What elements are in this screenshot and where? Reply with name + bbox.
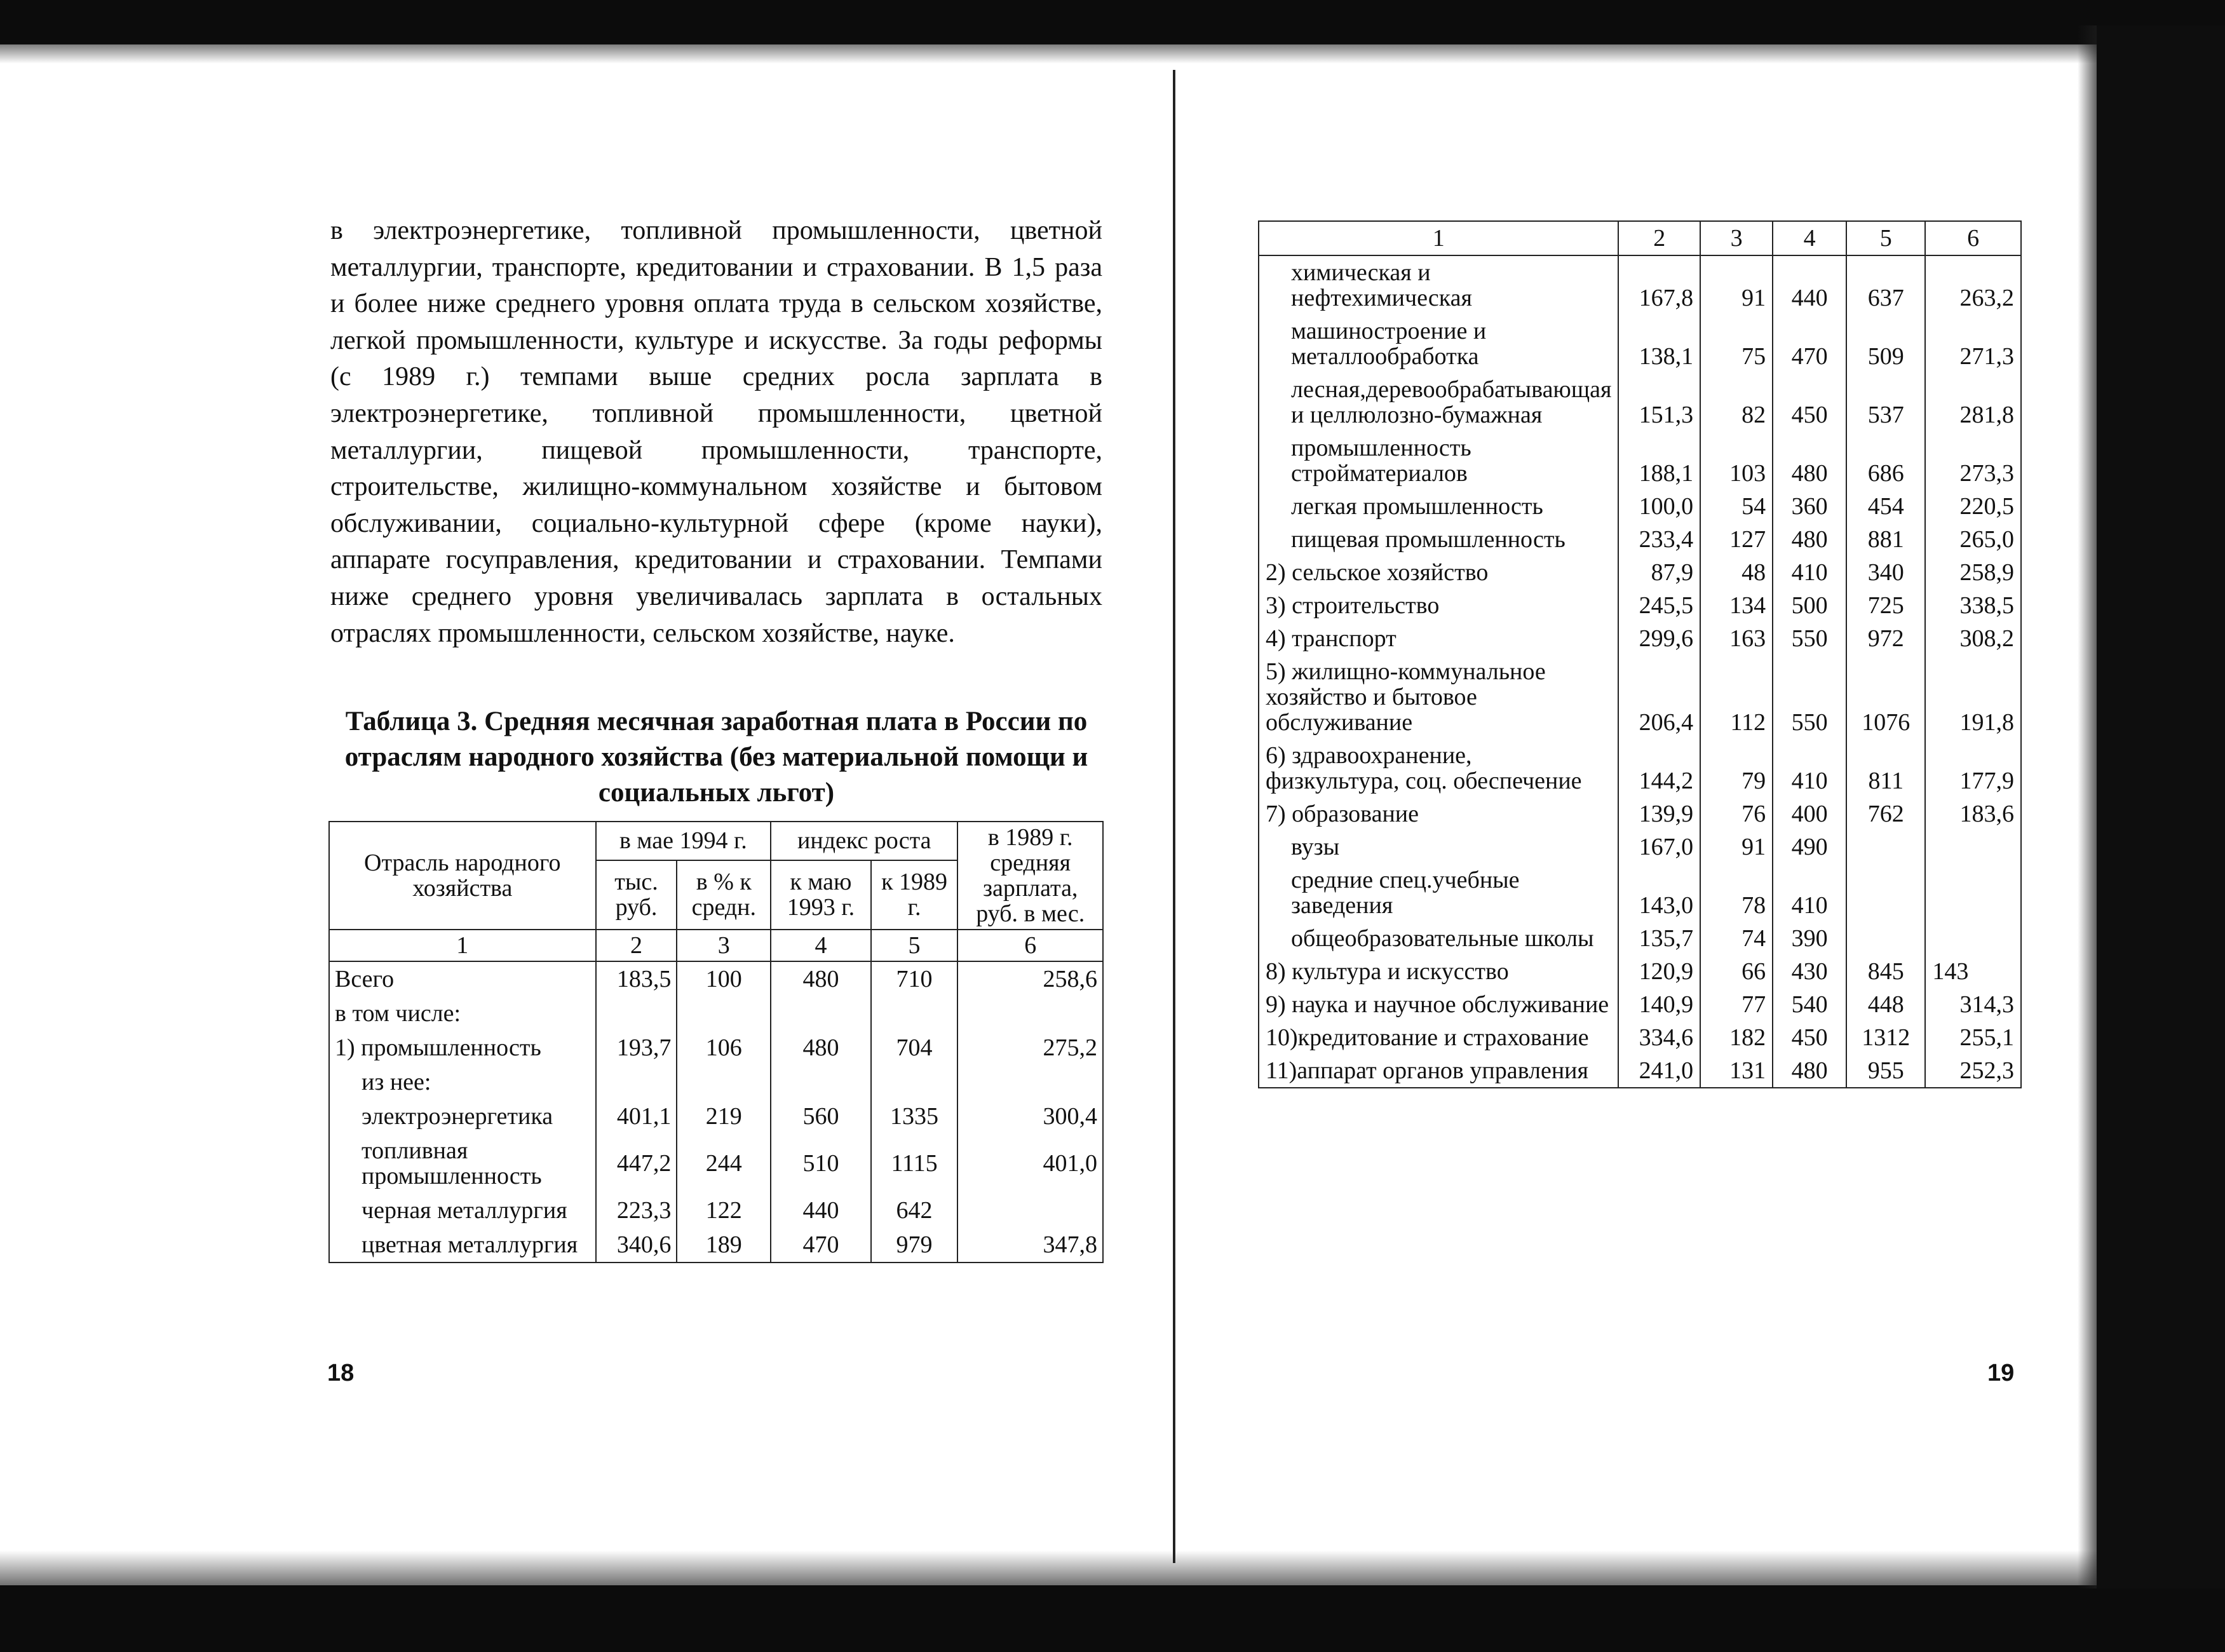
header-1989-wage: в 1989 г. средняя зарплата, руб. в мес. xyxy=(957,822,1103,930)
cell-to-1989: 686 xyxy=(1846,431,1925,490)
cell-to-may-1993: 480 xyxy=(771,1031,871,1065)
cell-thousand-rub: 193,7 xyxy=(596,1031,677,1065)
row-label: электроэнергетика xyxy=(329,1099,596,1134)
cell-to-1989 xyxy=(871,996,958,1031)
cell-pct-avg: 75 xyxy=(1700,315,1773,373)
cell-to-may-1993: 440 xyxy=(1773,255,1846,315)
cell-pct-avg: 91 xyxy=(1700,255,1773,315)
table-row xyxy=(1259,988,2021,1021)
table-caption: Таблица 3. Средняя месячная заработная плата в России по отраслям народного хозяйства (без материальной помощи и социальных льгот) xyxy=(344,707,1088,808)
scan-top-shadow xyxy=(0,44,2225,64)
cell-to-may-1993: 560 xyxy=(771,1099,871,1134)
cell-thousand-rub: 340,6 xyxy=(596,1228,677,1263)
column-number: 3 xyxy=(1700,221,1773,255)
cell-pct-avg: 219 xyxy=(677,1099,771,1134)
cell-to-may-1993: 400 xyxy=(1773,797,1846,830)
cell-pct-avg: 74 xyxy=(1700,922,1773,955)
cell-to-may-1993: 540 xyxy=(1773,988,1846,1021)
cell-1989-wage: 263,2 xyxy=(1925,255,2021,315)
cell-1989-wage: 281,8 xyxy=(1925,373,2021,431)
column-number: 6 xyxy=(1925,221,2021,255)
header-may-1994: в мае 1994 г. xyxy=(596,822,771,860)
row-label: лесная,деревообрабатывающая и целлюлозно-бумажная xyxy=(1259,373,1618,431)
cell-pct-avg xyxy=(677,996,771,1031)
cell-pct-avg: 91 xyxy=(1700,830,1773,863)
cell-pct-avg: 77 xyxy=(1700,988,1773,1021)
table-row xyxy=(1259,830,2021,863)
header-to-may-1993: к маю 1993 г. xyxy=(771,860,871,930)
cell-1989-wage: 255,1 xyxy=(1925,1021,2021,1054)
row-label: 1) промышленность xyxy=(329,1031,596,1065)
cell-to-may-1993: 480 xyxy=(1773,1054,1846,1088)
table-row xyxy=(1259,556,2021,589)
cell-1989-wage: 220,5 xyxy=(1925,490,2021,523)
cell-to-1989: 509 xyxy=(1846,315,1925,373)
cell-to-may-1993: 470 xyxy=(771,1228,871,1263)
cell-pct-avg: 79 xyxy=(1700,739,1773,797)
row-label: Всего xyxy=(329,961,596,996)
table-row xyxy=(1259,955,2021,988)
row-label: топливная промышленность xyxy=(329,1134,596,1193)
table-row xyxy=(1259,1021,2021,1054)
cell-1989-wage: 258,6 xyxy=(957,961,1103,996)
cell-to-may-1993 xyxy=(771,1065,871,1099)
cell-pct-avg: 66 xyxy=(1700,955,1773,988)
cell-thousand-rub: 245,5 xyxy=(1618,589,1700,622)
row-label: машиностроение и металлообработка xyxy=(1259,315,1618,373)
body-paragraph: в электроэнергетике, топливной промышленности, цветной металлургии, транспорте, кредитовании и страховании. В 1,5 раза и более ниже среднего уровня оплата труда в сельском хозяйстве, легкой промышленности, культуре и искусстве. За годы реформы (с 1989 г.) темпами выше средних росла зарплата в электроэнергетике, топливной промышленности, цветной металлургии, пищевой промышленности, транспорте, строительстве, жилищно-коммунальном хозяйстве и бытовом обслуживании, социально-культурной сфере (кроме науки), аппарате госуправления, кредитовании и страховании. Темпами ниже среднего уровня увеличивалась зарплата в остальных отраслях промышленности, сельском хозяйстве, науке. xyxy=(330,216,1102,648)
table-row xyxy=(1259,431,2021,490)
cell-pct-avg xyxy=(677,1065,771,1099)
cell-to-1989: 845 xyxy=(1846,955,1925,988)
cell-pct-avg: 76 xyxy=(1700,797,1773,830)
cell-1989-wage: 314,3 xyxy=(1925,988,2021,1021)
table-row xyxy=(329,996,1103,1031)
cell-1989-wage: 258,9 xyxy=(1925,556,2021,589)
cell-to-may-1993: 480 xyxy=(1773,431,1846,490)
row-label: 7) образование xyxy=(1259,797,1618,830)
row-label: 5) жилищно-коммунальное хозяйство и бытовое обслуживание xyxy=(1259,655,1618,739)
column-number: 1 xyxy=(1259,221,1618,255)
scan-top-border xyxy=(0,0,2225,44)
cell-1989-wage xyxy=(957,1065,1103,1099)
cell-pct-avg: 106 xyxy=(677,1031,771,1065)
cell-1989-wage: 347,8 xyxy=(957,1228,1103,1263)
table-row xyxy=(1259,255,2021,315)
cell-to-may-1993: 550 xyxy=(1773,622,1846,655)
table-row xyxy=(329,1193,1103,1228)
cell-pct-avg: 163 xyxy=(1700,622,1773,655)
cell-thousand-rub: 188,1 xyxy=(1618,431,1700,490)
table-row xyxy=(1259,373,2021,431)
row-label: химическая и нефтехимическая xyxy=(1259,255,1618,315)
page-number-right: 19 xyxy=(1987,1360,2015,1386)
header-growth-index: индекс роста xyxy=(771,822,957,860)
cell-to-1989: 811 xyxy=(1846,739,1925,797)
table-row xyxy=(1259,523,2021,556)
column-number: 5 xyxy=(871,930,958,961)
cell-thousand-rub: 135,7 xyxy=(1618,922,1700,955)
cell-thousand-rub: 206,4 xyxy=(1618,655,1700,739)
cell-1989-wage: 265,0 xyxy=(1925,523,2021,556)
book-spine xyxy=(1173,70,1175,1563)
cell-pct-avg: 54 xyxy=(1700,490,1773,523)
column-number-row xyxy=(1259,221,2021,255)
cell-pct-avg: 78 xyxy=(1700,863,1773,922)
cell-pct-avg: 82 xyxy=(1700,373,1773,431)
cell-1989-wage: 271,3 xyxy=(1925,315,2021,373)
cell-thousand-rub: 139,9 xyxy=(1618,797,1700,830)
cell-to-1989 xyxy=(871,1065,958,1099)
cell-to-may-1993: 430 xyxy=(1773,955,1846,988)
cell-pct-avg: 100 xyxy=(677,961,771,996)
cell-thousand-rub: 334,6 xyxy=(1618,1021,1700,1054)
cell-thousand-rub: 167,8 xyxy=(1618,255,1700,315)
table-row xyxy=(1259,589,2021,622)
table-row xyxy=(329,1031,1103,1065)
cell-to-1989: 972 xyxy=(1846,622,1925,655)
column-number: 6 xyxy=(957,930,1103,961)
cell-to-may-1993: 450 xyxy=(1773,1021,1846,1054)
cell-to-1989 xyxy=(1846,830,1925,863)
cell-to-may-1993: 410 xyxy=(1773,556,1846,589)
table-row xyxy=(1259,655,2021,739)
scan-right-shadow xyxy=(2078,25,2097,1588)
cell-to-may-1993: 470 xyxy=(1773,315,1846,373)
row-label: 8) культура и искусство xyxy=(1259,955,1618,988)
cell-to-may-1993: 510 xyxy=(771,1134,871,1193)
row-label: 2) сельское хозяйство xyxy=(1259,556,1618,589)
cell-pct-avg: 112 xyxy=(1700,655,1773,739)
cell-to-1989: 955 xyxy=(1846,1054,1925,1088)
cell-pct-avg: 131 xyxy=(1700,1054,1773,1088)
cell-to-1989: 642 xyxy=(871,1193,958,1228)
cell-to-may-1993: 490 xyxy=(1773,830,1846,863)
cell-thousand-rub: 299,6 xyxy=(1618,622,1700,655)
table-row xyxy=(329,1099,1103,1134)
header-thousand-rub: тыс. руб. xyxy=(596,860,677,930)
cell-thousand-rub: 151,3 xyxy=(1618,373,1700,431)
cell-to-may-1993: 360 xyxy=(1773,490,1846,523)
row-label: общеобразовательные школы xyxy=(1259,922,1618,955)
cell-thousand-rub: 100,0 xyxy=(1618,490,1700,523)
cell-thousand-rub: 140,9 xyxy=(1618,988,1700,1021)
cell-thousand-rub: 401,1 xyxy=(596,1099,677,1134)
cell-to-1989: 537 xyxy=(1846,373,1925,431)
table-row xyxy=(329,1228,1103,1263)
cell-to-1989: 710 xyxy=(871,961,958,996)
cell-to-1989: 762 xyxy=(1846,797,1925,830)
cell-1989-wage: 273,3 xyxy=(1925,431,2021,490)
header-pct-avg: в % к средн. xyxy=(677,860,771,930)
cell-to-1989: 1312 xyxy=(1846,1021,1925,1054)
table-row xyxy=(1259,622,2021,655)
cell-thousand-rub xyxy=(596,996,677,1031)
cell-thousand-rub: 183,5 xyxy=(596,961,677,996)
table-header-row xyxy=(329,822,1103,860)
row-label: пищевая промышленность xyxy=(1259,523,1618,556)
cell-to-1989: 340 xyxy=(1846,556,1925,589)
page-number-left: 18 xyxy=(327,1360,355,1386)
table-row xyxy=(1259,739,2021,797)
table-row xyxy=(1259,797,2021,830)
cell-to-1989: 725 xyxy=(1846,589,1925,622)
cell-to-may-1993 xyxy=(771,996,871,1031)
cell-to-1989: 881 xyxy=(1846,523,1925,556)
row-label: цветная металлургия xyxy=(329,1228,596,1263)
row-label: 4) транспорт xyxy=(1259,622,1618,655)
cell-thousand-rub: 144,2 xyxy=(1618,739,1700,797)
cell-to-may-1993: 440 xyxy=(771,1193,871,1228)
cell-to-may-1993: 480 xyxy=(1773,523,1846,556)
cell-to-may-1993: 450 xyxy=(1773,373,1846,431)
cell-1989-wage: 177,9 xyxy=(1925,739,2021,797)
cell-pct-avg: 122 xyxy=(677,1193,771,1228)
wage-table-part2 xyxy=(1258,220,2022,1088)
cell-thousand-rub: 138,1 xyxy=(1618,315,1700,373)
column-number: 4 xyxy=(771,930,871,961)
cell-pct-avg: 189 xyxy=(677,1228,771,1263)
row-label: 10)кредитование и страхование xyxy=(1259,1021,1618,1054)
cell-pct-avg: 103 xyxy=(1700,431,1773,490)
cell-to-may-1993: 390 xyxy=(1773,922,1846,955)
row-label: черная металлургия xyxy=(329,1193,596,1228)
table-row xyxy=(329,961,1103,996)
cell-thousand-rub: 120,9 xyxy=(1618,955,1700,988)
cell-pct-avg: 182 xyxy=(1700,1021,1773,1054)
cell-1989-wage: 401,0 xyxy=(957,1134,1103,1193)
row-label: 6) здравоохранение, физкультура, соц. обеспечение xyxy=(1259,739,1618,797)
cell-thousand-rub: 223,3 xyxy=(596,1193,677,1228)
row-label: промышленность стройматериалов xyxy=(1259,431,1618,490)
cell-1989-wage xyxy=(1925,922,2021,955)
cell-1989-wage: 143 xyxy=(1925,955,2021,988)
table-row xyxy=(1259,315,2021,373)
column-number: 5 xyxy=(1846,221,1925,255)
column-number-row xyxy=(329,930,1103,961)
cell-1989-wage: 275,2 xyxy=(957,1031,1103,1065)
row-label: легкая промышленность xyxy=(1259,490,1618,523)
cell-1989-wage xyxy=(1925,863,2021,922)
cell-to-1989: 1335 xyxy=(871,1099,958,1134)
table-row xyxy=(1259,863,2021,922)
cell-to-1989 xyxy=(1846,922,1925,955)
table-row xyxy=(1259,1054,2021,1088)
column-number: 1 xyxy=(329,930,596,961)
cell-thousand-rub: 447,2 xyxy=(596,1134,677,1193)
cell-to-may-1993: 410 xyxy=(1773,739,1846,797)
row-label: 11)аппарат органов управления xyxy=(1259,1054,1618,1088)
cell-1989-wage: 308,2 xyxy=(1925,622,2021,655)
cell-thousand-rub: 233,4 xyxy=(1618,523,1700,556)
scan-bottom-shadow xyxy=(0,1550,2225,1585)
row-label: 9) наука и научное обслуживание xyxy=(1259,988,1618,1021)
scan-right-border xyxy=(2097,25,2225,1588)
cell-to-1989: 1115 xyxy=(871,1134,958,1193)
cell-to-may-1993: 480 xyxy=(771,961,871,996)
cell-thousand-rub: 87,9 xyxy=(1618,556,1700,589)
cell-1989-wage xyxy=(957,996,1103,1031)
table-row xyxy=(1259,490,2021,523)
cell-to-1989 xyxy=(1846,863,1925,922)
cell-to-1989: 637 xyxy=(1846,255,1925,315)
cell-to-may-1993: 550 xyxy=(1773,655,1846,739)
cell-pct-avg: 134 xyxy=(1700,589,1773,622)
row-label: вузы xyxy=(1259,830,1618,863)
cell-1989-wage xyxy=(957,1193,1103,1228)
cell-thousand-rub: 167,0 xyxy=(1618,830,1700,863)
column-number: 3 xyxy=(677,930,771,961)
row-label: 3) строительство xyxy=(1259,589,1618,622)
header-to-1989: к 1989 г. xyxy=(871,860,958,930)
cell-1989-wage: 300,4 xyxy=(957,1099,1103,1134)
cell-pct-avg: 244 xyxy=(677,1134,771,1193)
column-number: 2 xyxy=(1618,221,1700,255)
cell-1989-wage: 252,3 xyxy=(1925,1054,2021,1088)
cell-to-1989: 448 xyxy=(1846,988,1925,1021)
cell-thousand-rub: 143,0 xyxy=(1618,863,1700,922)
table-row xyxy=(1259,922,2021,955)
header-industry: Отрасль народного хозяйства xyxy=(329,822,596,930)
cell-to-1989: 979 xyxy=(871,1228,958,1263)
cell-1989-wage xyxy=(1925,830,2021,863)
cell-to-1989: 1076 xyxy=(1846,655,1925,739)
cell-to-1989: 704 xyxy=(871,1031,958,1065)
cell-to-may-1993: 500 xyxy=(1773,589,1846,622)
cell-1989-wage: 183,6 xyxy=(1925,797,2021,830)
cell-1989-wage: 191,8 xyxy=(1925,655,2021,739)
column-number: 4 xyxy=(1773,221,1846,255)
cell-pct-avg: 127 xyxy=(1700,523,1773,556)
wage-table-part1 xyxy=(328,821,1104,1263)
row-label: средние спец.учебные заведения xyxy=(1259,863,1618,922)
row-label: в том числе: xyxy=(329,996,596,1031)
cell-to-1989: 454 xyxy=(1846,490,1925,523)
table-row xyxy=(329,1065,1103,1099)
row-label: из нее: xyxy=(329,1065,596,1099)
scan-bottom-border xyxy=(0,1585,2225,1652)
cell-thousand-rub: 241,0 xyxy=(1618,1054,1700,1088)
cell-to-may-1993: 410 xyxy=(1773,863,1846,922)
cell-1989-wage: 338,5 xyxy=(1925,589,2021,622)
cell-thousand-rub xyxy=(596,1065,677,1099)
column-number: 2 xyxy=(596,930,677,961)
cell-pct-avg: 48 xyxy=(1700,556,1773,589)
table-row xyxy=(329,1134,1103,1193)
